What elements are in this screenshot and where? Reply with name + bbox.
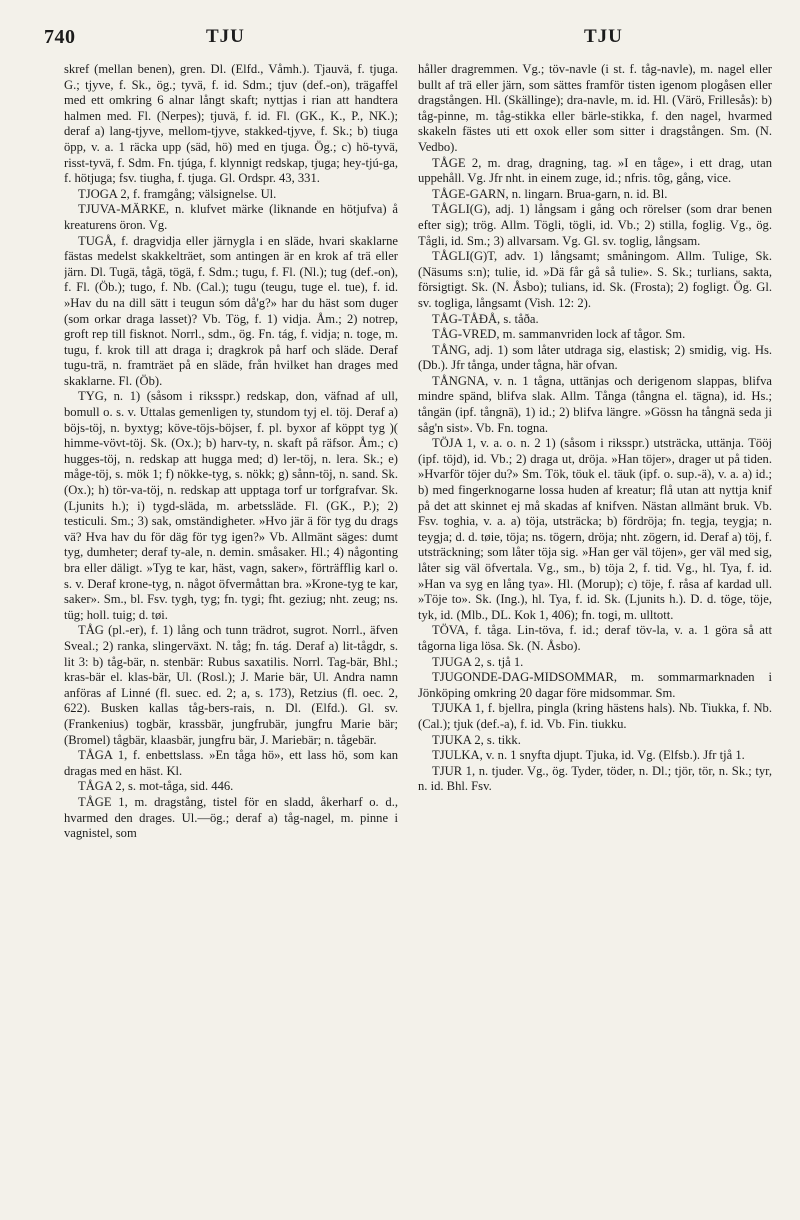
dictionary-entry: TÅG (pl.-er), f. 1) lång och tunn trädrot, sugrot. Norrl., äfven Sveal.; 2) ranka, slingerväxt. N. tåg; fn. tág. Deraf a) lit-tågdr, s. lit 3: b) tåg-bär, n. stenbär: Rubus saxatilis. Norrl. Tag-bär, Bhl.; kras-bär el. klas-bär, Ul. (Rosl.); J. Marie bär, Ul. Andra namn anföras af Linné (fl. suec. ed. 2; a, s. 173), Retzius (fl. oec. 2, 622). Busken kallas tåg-bers-rais, n. Dl. (Elfd.). Gl. sv. (Frankenius) togbär, krassbär, jungfrubär, jungfru Marie bär; (Bromel) tågbär, klaasbär, jungfru bär, J. Mariebär; n. tågebär.	[64, 623, 398, 747]
dictionary-entry: TJUGONDE-DAG-MIDSOMMAR, m. sommarmarknaden i Jönköping omkring 20 dagar före midsommar. Sm.	[418, 670, 772, 700]
dictionary-entry: TJOGA 2, f. framgång; välsignelse. Ul.	[78, 186, 277, 201]
dictionary-entry: skref (mellan benen), gren. Dl. (Elfd., Våmh.). Tjauvä, f. tjuga. G.; tjyve, f. Sk., ög.; tyvä, f. id. Sdm.; tjuv (def.-on), trägaffel med ett omkring 6 alnar långt skaft; nyttjas i rian att handtera halmen med. Fl. (Nerpes); tjuvä, f. id. Fl. (GK., K., P., NK.); deraf a) lang-tjyve, mellom-tjyve, stakked-tjyve, f. Sk.; b) tiuga öpp, v. a. 1 räcka upp (säd, hö) med en tjuga. Ög.; c) hö-tyvä, risst-tyvä, f. Sdm. Fn. tjúga, f. klynnigt redskap, tjuga; hey-tjú-ga, f. hötjuga; fsv. tiugha, f. tjuga. Gl. Ordspr. 43, 331.	[64, 62, 398, 186]
dictionary-entry: TÅG-TÅÐÅ, s. tåða.	[432, 311, 539, 326]
page-number: 740	[44, 26, 76, 48]
dictionary-entry: TÅGLI(G)T, adv. 1) långsamt; småningom. Allm. Tulige, Sk. (Näsums s:n); tulie, id. »Dä får gå så tulie». S. Sk.; turlians, sakta, försigtigt. Sk. (N. Åsbo); tulians, id. Sk. (Frosta); 2) fogligt. Ög. Gl. sv. togliga, långsamt (Vish. 12: 2).	[418, 249, 772, 310]
dictionary-entry: TÖJA 1, v. a. o. n. 2 1) (såsom i riksspr.) utsträcka, uttänja. Tööj (ipf. töjd), id. Vb.; 2) draga ut, dröja. »Han töjer», drager ut på tiden. »Hvarför töjer du?» Sm. Tök, töuk el. täuk (ipf. o. sup.-ä), v. a. a) id.; b) med fingerknogarne lossa huden af kreatur; flå utan att nyttja knif på det att skinnet ej må skadas af knifven. Nästan allmänt bruk. Vb. Fsv. toghia, v. a. a) töja, utsträcka; b) fördröja; fn. tegja, teygja; n. teygja; d. d. tøie, töja; ns. tögern, dröja; nht. zögern, id. Deraf a) töj, f. utsträckning; som låter töja sig. »Han ger väl töjen», ger väl med sig, låter sig väl öfvertala. Vg., sm., b) töja 2, f. tid. Vg., hl. Tya, f. id. »Han va syg en lång tya». Hl. (Morup); c) töje, f. råsa af kardad ull. »Töje to». Sk. (Ing.), hl. Tya, f. id. Sk. (Ljunits h.). D. d. töge, töje, tyk, id. (Mlb., DL. Kok 1, 406); fn. togi, m. ulltott.	[418, 436, 772, 622]
dictionary-entry: TÅGLI(G), adj. 1) långsam i gång och rörelser (som drar benen efter sig); trög. Allm. Tögli, tögli, id. Vb.; 2) stilla, foglig. Vg., ög. Tågli, id. Sm.; 3) allvarsam. Vg. Gl. sv. toglig, långsam.	[418, 202, 772, 248]
dictionary-entry: TÅGE 2, m. drag, dragning, tag. »I en tåge», i ett drag, utan uppehåll. Vg. Jfr nht. in einem zuge, id.; nfris. tôg, gång, vice.	[418, 155, 772, 186]
page-header	[0, 20, 800, 54]
dictionary-entry: TJUVA-MÄRKE, n. klufvet märke (liknande en hötjufva) å kreaturens öron. Vg.	[64, 202, 398, 232]
running-head-right: TJU	[584, 26, 623, 47]
dictionary-entry: TJUKA 1, f. bjellra, pingla (kring hästens hals). Nb. Tiukka, f. Nb. (Cal.); tjuk (def.-a), f. id. Vb. Fin. tiukku.	[418, 701, 772, 731]
dictionary-entry: TJUGA 2, s. tjå 1.	[432, 654, 524, 669]
dictionary-entry: TÅGE-GARN, n. lingarn. Brua-garn, n. id. Bl.	[432, 186, 668, 201]
running-head-left: TJU	[206, 26, 245, 47]
dictionary-entry: TÅGE 1, m. dragstång, tistel för en sladd, åkerharf o. d., hvarmed den drages. Ul.—ög.; deraf a) tåg-nagel, m. pinne i vagnistel, som	[64, 794, 398, 841]
dictionary-entry: håller dragremmen. Vg.; töv-navle (i st. f. tåg-navle), m. nagel eller bullt af trä eller järn, som sättes framför tisten igenom plogåsen eller dragstången. Hl. (Skällinge); dra-navle, m. id. Hl. (Värö, Frillesås): b) tåg-pinne, m. tåg-stikka eller bärle-stikka, f. den nagel, hvarmed skakeln fästes uti ett oxok eller som sitter i dragstången. Sm. (N. Vedbo).	[418, 62, 772, 154]
right-column	[418, 62, 772, 1210]
dictionary-entry: TJUR 1, n. tjuder. Vg., ög. Tyder, töder, n. Dl.; tjör, tör, n. Sk.; tyr, n. id. Bhl. Fsv.	[418, 763, 772, 794]
dictionary-entry: TYG, n. 1) (såsom i riksspr.) redskap, don, väfnad af ull, bomull o. s. v. Uttalas gemenligen ty, stundom tyj el. töj. Deraf a) böjs-töj, n. byxtyg; köve-töjs-böjser, f. pl. byxor af köppt tyg )( himme-vövt-töj. Sk. (Ox.); b) harv-ty, n. skaft på räfsor. Åm.; c) hugges-töj, n. redskap att hugga med; d) ler-töj, n. lera. Sk.; e) måge-töj, s. mök 1; f) nökke-tyg, s. nökk; g) sånn-töj, n. sand. Sk. (Ox.); h) tör-va-töj, n. redskap att upptaga torf ur torfgrafvar. Sk. (Ljunits h.); i) tygd-släda, m. arbetssläde. Fl. (GK., P.); 2) testiculi. Sm.; 3) sak, omständigheter. »Hvo jär ä för tyg du drags vä? Hva hav du för däg för tyg igen?» Vb. Allmänt säges: dumt tyg, dumheter; deraf ty-ale, n. demin. småsaker. Hl.; 4) någonting bra eller däligt. »Tyg te kar, häst, vagn, saker», förträfflig karl o. s. v. Deraf krone-tyg, n. något öfvermåttan bra. »Krone-tyg te kar, saker». Sm., bl. Fsv. tygh, tyg; fn. tygi; fht. geziug; nht. zeug; ns. tüg; holl. tuig; d. tøi.	[64, 389, 398, 622]
dictionary-entry: TUGÅ, f. dragvidja eller järnygla i en släde, hvari skaklarne fästas medelst skakkelträet, som antingen är en krok af trä eller järn. Dl. Tugä, tågä, tögä, f. Sdm.; tugu, f. Fl. (Nl.); tug (def.-on), f. Fl. (Öb.); tugo, f. Nb. (Cal.); tugu (teugu, tuge el. tue), f. id. »Hav du na dill sätt i teugun sóm då'g?» har du häst som duger (som orkar draga lasset)? Vb. Tög, f. 1) vidja. Åm.; 2) notrep, groft rep till fisknot. Norrl., sdm., ög. Fn. tág, f. vidja; n. toge, m. tugu, f. krok till att draga i; dragkrok på harf och släde. Deraf tugu-trä, n. framträet på en släde, från hvilket han drages med skaklarne. Fl. (Öb).	[64, 233, 398, 388]
left-column	[64, 62, 398, 1210]
dictionary-entry: TÖVA, f. tåga. Lin-töva, f. id.; deraf töv-la, v. a. 1 göra så att tågorna liga lösa. Sk. (N. Åsbo).	[418, 623, 772, 653]
dictionary-entry: TÅG-VRED, m. sammanvriden lock af tågor. Sm.	[432, 327, 686, 342]
dictionary-entry: TÅNG, adj. 1) som låter utdraga sig, elastisk; 2) smidig, vig. Hs. (Db.). Jfr tånga, under tågna, här ofvan.	[418, 342, 772, 373]
dictionary-entry: TÅNGNA, v. n. 1 tågna, uttänjas och derigenom slappas, blifva mindre spänd, blifva slak. Allm. Tånga (tångna el. tägna), id. Hs.; tångän (ipf. tångnä), 1) id.; 2) blifva längre. »Gössn ha tångnä seda ji såg'n sist». Vb. Fn. togna.	[418, 373, 772, 435]
dictionary-entry: TÅGA 1, f. enbettslass. »En tåga hö», ett lass hö, som kan dragas med en häst. Kl.	[64, 748, 398, 778]
dictionary-entry: TJULKA, v. n. 1 snyfta djupt. Tjuka, id. Vg. (Elfsb.). Jfr tjå 1.	[432, 748, 745, 763]
dictionary-entry: TJUKA 2, s. tikk.	[432, 732, 521, 747]
dictionary-entry: TÅGA 2, s. mot-tåga, sid. 446.	[78, 779, 234, 794]
